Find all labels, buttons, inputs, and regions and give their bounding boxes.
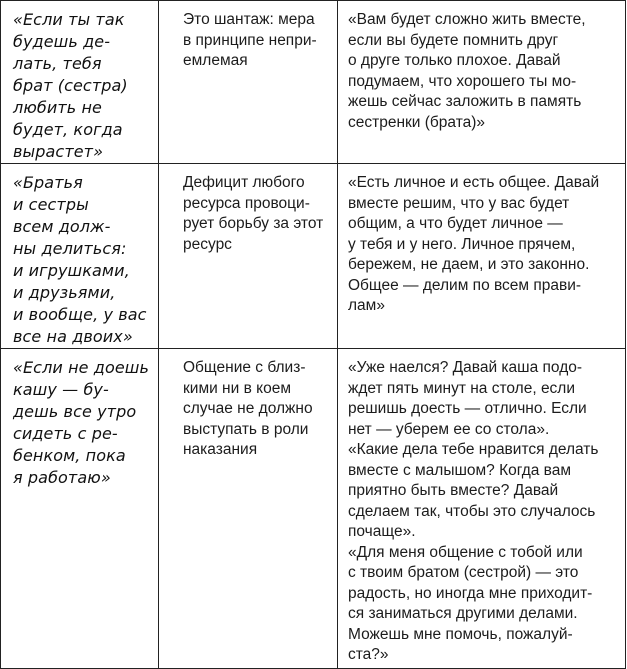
reason-line: Общение с близ-	[183, 359, 306, 376]
reason-line: Это шантаж: мера	[183, 11, 315, 28]
reason-line: случае не должно	[183, 400, 313, 417]
advice-line: «Есть личное и есть общее. Давай	[348, 174, 600, 191]
advice-cell	[338, 164, 626, 349]
reason-cell	[159, 1, 338, 164]
phrase-line: ны делиться:	[13, 239, 127, 258]
phrase-line: сидеть с ре-	[13, 424, 118, 443]
advice-line: почаще».	[348, 523, 416, 540]
table-row	[1, 349, 626, 669]
advice-line: Можешь мне помочь, пожалуй-	[348, 625, 573, 643]
advice-line: «Какие дела тебе нравится делать	[348, 441, 599, 458]
advice-line: сестренки (брата)»	[348, 113, 486, 131]
advice-line: подумаем, что хорошего ты мо-	[348, 72, 577, 90]
table-row	[1, 164, 626, 349]
advice-line: Общее — делим по всем прави-	[348, 276, 582, 294]
phrase-line: и друзьями,	[13, 283, 116, 302]
reason-line: ресурс	[183, 235, 232, 253]
advice-cell	[338, 349, 626, 669]
phrase-cell	[1, 349, 159, 669]
phrase-line: и вообще, у вас	[13, 305, 147, 324]
advice-line: жешь сейчас заложить в память	[348, 93, 582, 110]
reason-line: кими ни в коем	[183, 379, 291, 397]
phrase-line: все на двоих»	[13, 327, 133, 346]
reason-cell	[159, 164, 338, 349]
advice-line: «Вам будет сложно жить вместе,	[348, 11, 586, 28]
phrase-cell	[1, 164, 159, 349]
advice-line: ста?»	[348, 646, 389, 663]
phrase-line: любить не	[13, 98, 103, 117]
advice-line: вместе решим, что у вас будет	[348, 194, 570, 212]
advice-line: ся заниматься другими делами.	[348, 605, 578, 622]
phrase-line: брат (сестра)	[13, 76, 128, 95]
phrase-line: и игрушками,	[13, 261, 130, 280]
reason-cell	[159, 349, 338, 669]
phrase-line: я работаю»	[13, 468, 111, 487]
advice-line: у тебя и у него. Личное прячем,	[348, 235, 576, 253]
reason-line: наказания	[183, 441, 258, 458]
phrase-line: дешь все утро	[13, 402, 137, 421]
reason-line: Дефицит любого	[183, 174, 305, 191]
advice-cell	[338, 1, 626, 164]
reason-line: в принципе непри-	[183, 31, 317, 49]
advice-line: «Уже наелся? Давай каша подо-	[348, 359, 583, 376]
advice-line: радость, но иногда мне приходит-	[348, 584, 593, 602]
advice-line: приятно быть вместе? Давай	[348, 482, 559, 499]
reason-line: выступать в роли	[183, 420, 309, 438]
reason-line: ресурса провоци-	[183, 194, 310, 212]
phrase-line: всем долж-	[13, 217, 111, 236]
advice-line: о друге только плохое. Давай	[348, 52, 561, 69]
advice-line: ждет пять минут на столе, если	[348, 379, 576, 397]
phrase-line: бенком, пока	[13, 446, 126, 465]
phrase-line: лать, тебя	[13, 54, 102, 73]
phrase-line: будешь де-	[13, 32, 111, 51]
phrase-line: вырастет»	[13, 142, 104, 161]
advice-line: «Для меня общение с тобой или	[348, 543, 583, 561]
advice-line: нет — уберем ее со стола».	[348, 420, 550, 438]
phrase-line: кашу — бу-	[13, 380, 109, 399]
advice-line: с твоим братом (сестрой) — это	[348, 564, 579, 581]
advice-line: вместе с малышом? Когда вам	[348, 461, 572, 479]
phrase-cell	[1, 1, 159, 164]
advice-line: бережем, не даем, и это законно.	[348, 256, 590, 273]
phrase-line: будет, когда	[13, 120, 123, 139]
advice-line: если вы будете помнить друг	[348, 31, 559, 49]
reason-line: емлемая	[183, 52, 248, 69]
phrase-line: «Братья	[13, 173, 83, 192]
advice-line: лам»	[348, 297, 385, 314]
phrase-line: и сестры	[13, 195, 89, 214]
advice-line: общим, а что будет личное —	[348, 215, 563, 232]
reason-line: рует борьбу за этот	[183, 215, 324, 232]
table-row	[1, 1, 626, 164]
phrase-line: «Если ты так	[13, 10, 125, 29]
advice-line: решишь доесть — отлично. Если	[348, 400, 587, 417]
advice-line: сделаем так, чтобы это случалось	[348, 502, 596, 520]
phrase-line: «Если не доешь	[13, 358, 150, 377]
